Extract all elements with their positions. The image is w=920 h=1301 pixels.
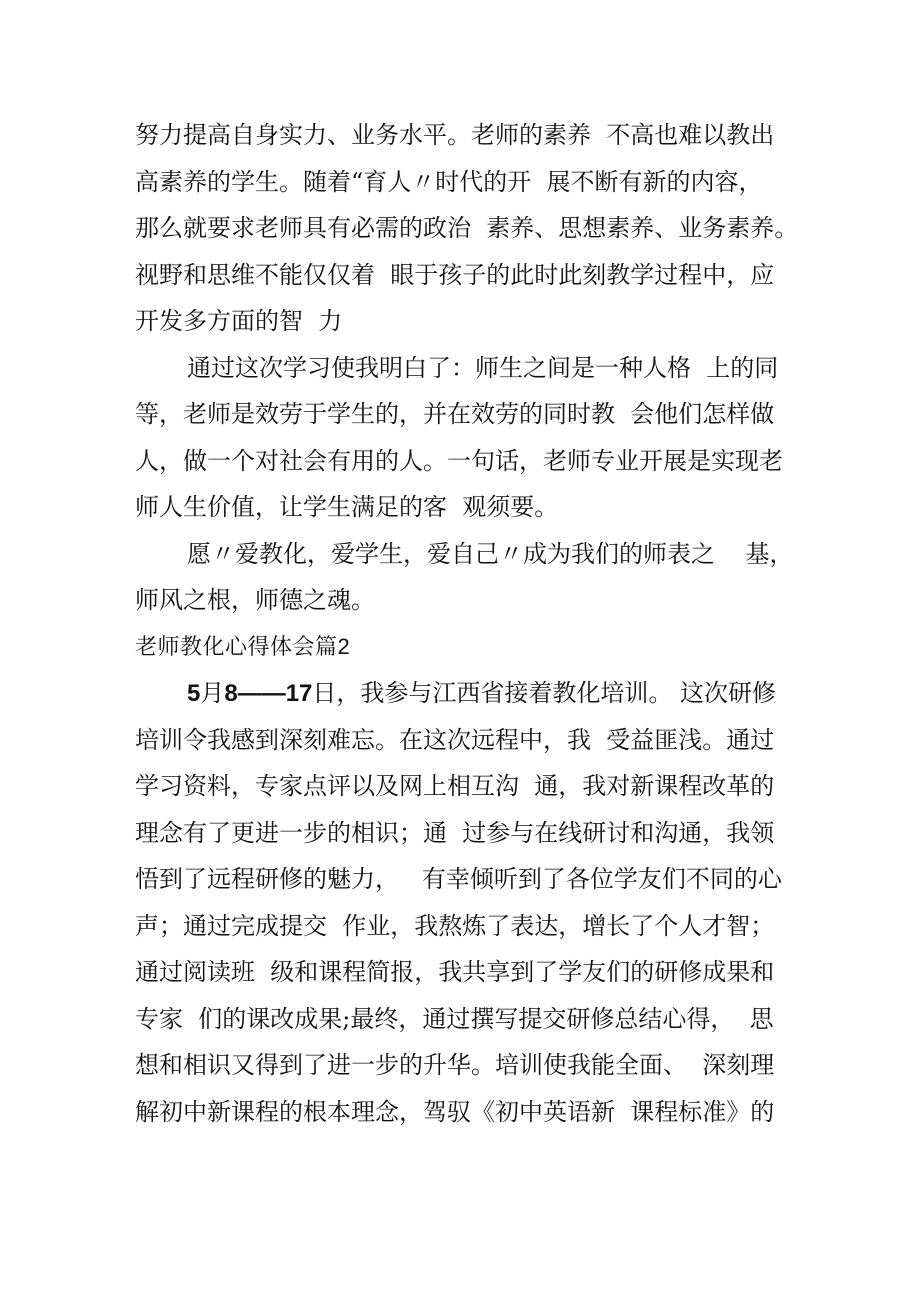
text-line: 声；通过完成提交 作业，我熬炼了表达，增长了个人才智； <box>135 911 775 940</box>
text-line: 专家 们的课改成果;最终，通过撰写提交研修总结心得， 思 <box>135 1004 774 1033</box>
text-line: 培训令我感到深刻难忘。在这次远程中，我 受益匪浅。通过 <box>135 725 775 754</box>
text-line: 视野和思维不能仅仅着 眼于孩子的此时此刻教学过程中，应 <box>135 260 775 289</box>
text-line: 悟到了远程研修的魅力， 有幸倾听到了各位学友们不同的心 <box>135 865 782 893</box>
text-line: 师人生价值，让学生满足的客 观须要。 <box>135 493 559 521</box>
text-line: 人，做一个对社会有用的人。一句话，老师专业开展是实现老 <box>135 446 783 475</box>
paragraph-1 <box>135 112 807 345</box>
text-line: 通过阅读班 级和课程简报，我共享到了学友们的研修成果和 <box>135 958 775 986</box>
text-line-rest: 日，我参与江西省接着教化培训。 这次研修 <box>312 679 777 707</box>
date-day-range: 8——17 <box>224 680 313 707</box>
document-body <box>135 112 807 1135</box>
text-line: 开发多方面的智 力 <box>135 307 343 335</box>
text-line: 努力提高自身实力、业务水平。老师的素养 不高也难以教出 <box>135 121 775 149</box>
text-line: 愿〃爱教化，爱学生，爱自己〃成为我们的师表之 基， <box>187 539 794 568</box>
text-line: 理念有了更进一步的相识；通 过参与在线研讨和沟通，我领 <box>135 818 775 847</box>
section-heading: 老师教化心得体会篇2 <box>135 633 351 659</box>
text-line: 解初中新课程的根本理念，驾驭《初中英语新 课程标准》的 <box>135 1097 775 1126</box>
paragraph-3 <box>135 531 807 624</box>
text-line: 师风之根，师德之魂。 <box>135 586 375 614</box>
text-line: 通过这次学习使我明白了：师生之间是一种人格 上的同 <box>187 353 779 382</box>
text-line: 想和相识又得到了进一步的升华。培训使我能全面、 深刻理 <box>135 1051 775 1079</box>
text-line: 那么就要求老师具有必需的政治 素养、思想素养、业务素养。 <box>135 214 799 242</box>
text-line: 学习资料，专家点评以及网上相互沟 通，我对新课程改革的 <box>135 772 775 800</box>
paragraph-2 <box>135 345 807 531</box>
date-month-number: 5 <box>187 680 201 707</box>
paragraph-4 <box>135 670 807 1135</box>
text-line-date <box>135 670 807 717</box>
text-line: 高素养的学生。随着“育人〃时代的开 展不断有新的内容， <box>135 167 763 196</box>
date-month-char: 月 <box>200 679 225 707</box>
text-line: 等，老师是效劳于学生的，并在效劳的同时教 会他们怎样做 <box>135 400 775 428</box>
